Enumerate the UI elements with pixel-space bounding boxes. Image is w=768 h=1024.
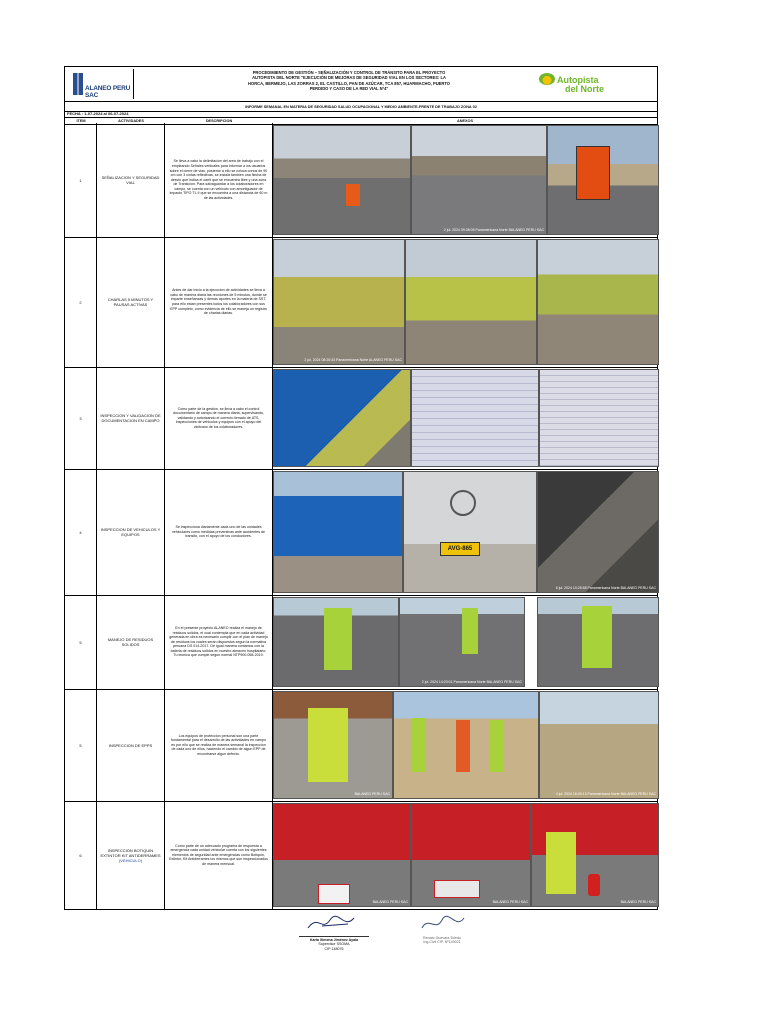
row-item: 2 bbox=[65, 237, 97, 367]
worker-figure bbox=[412, 718, 426, 772]
first-aid-kit-icon bbox=[318, 884, 350, 904]
table-row bbox=[65, 367, 657, 470]
annex-photo bbox=[273, 471, 403, 593]
row-activity: MANEJO DE RESIDUOS SOLIDOS bbox=[97, 595, 165, 689]
signature-scribble-icon bbox=[412, 914, 472, 934]
row-item: 4 bbox=[65, 469, 97, 595]
row-description: Se lleva a cabo la delimitacion del area de trabajo con el empleando Señales verticales para informar a los usuarios sobre el cierre de vias, posterior a ello se coloca conos de 90 cm con 3 cintas reflectivas, se instala tambien una flecha de desvio que indica el carril que se encuentra libre y una zona de Transicion. Para salvaguardar a los colaboradores en campo, se cuenta con un vehiculo con amortiguador de impacto TIPO TL II que se encuentra a una distancia de 60 m de las actividades. bbox=[165, 123, 273, 237]
annex-photo bbox=[537, 597, 659, 687]
worker-figure bbox=[456, 720, 470, 772]
photo-caption: 2 jul. 2024 09:38:05 Panamericana Norte BALANEO PERU SAC bbox=[443, 228, 544, 232]
alaneo-logo-text: ALANEO PERU SAC bbox=[85, 85, 131, 99]
col-actividades: ACTIVIDADES bbox=[118, 119, 144, 123]
annex-photo bbox=[273, 691, 393, 799]
report-header bbox=[65, 67, 657, 102]
title-line: PERDIDO Y CASO DE LA RED VIAL Nº4" bbox=[309, 86, 389, 92]
row-item: 3 bbox=[65, 367, 97, 469]
annex-document-photo bbox=[539, 369, 659, 467]
signature-role: Supervisor SSOMA bbox=[318, 942, 350, 947]
worker-figure bbox=[308, 708, 348, 782]
photo-caption: 2 jul. 2024 08:20:43 Panamericana Norte ALANEO PERU SAC bbox=[304, 358, 402, 362]
annex-photo bbox=[273, 125, 411, 235]
annex-photo bbox=[273, 597, 399, 687]
row-activity: INSPECCION DE VEHICULOS Y EQUIPOS bbox=[97, 469, 165, 595]
annex-photo bbox=[531, 803, 659, 907]
row-activity: CHARLAS 5 MINUTOS Y PAUSAS ACTIVAS bbox=[97, 237, 165, 367]
row-item: 5 bbox=[65, 595, 97, 689]
row-description: Antes de dar inicio a la ejecucion de actividades se lleva a cabo de manera diaria las reuniones de 5 minutos, donde se imparte enseñanzas y demas aportes en la materia de SST, para ello estan presentes todos los colaboradores con sus EPP completo, como evidencia de ello se maneja un registro de charlas diarias. bbox=[165, 237, 273, 367]
alaneo-mark-icon bbox=[73, 73, 83, 95]
row-activity: INSPECCION Y VALIDACION DE DOCUMENTACION EN CAMPO bbox=[97, 367, 165, 469]
row-description: Como parte de la gestion, se lleva a cabo el control documentario de campo de manera diaria, supervisando, validando y autorizando el correcto llenado de ATS, inspecciones de vehiculos y equipos con el apoyo del vicitcano de los colaboradores. bbox=[165, 367, 273, 469]
autopista-logo bbox=[535, 69, 657, 99]
annex-document-photo bbox=[411, 369, 539, 467]
title-line: PROCEDIMIENTO DE GESTIÓN – SEÑALIZACIÓN Y CONTROL DE TRÁNSITO PARA EL PROYECTO bbox=[252, 70, 446, 75]
row-activity-link[interactable]: (VEHICULO) bbox=[118, 857, 143, 863]
impact-truck-icon bbox=[576, 146, 610, 200]
worker-figure bbox=[490, 720, 504, 772]
row-annex bbox=[273, 801, 657, 909]
annex-photo bbox=[547, 125, 659, 235]
worker-figure bbox=[546, 832, 576, 894]
autopista-logo-text-2: del Norte bbox=[565, 84, 605, 94]
annex-photo bbox=[273, 803, 411, 907]
row-annex bbox=[273, 595, 657, 689]
table-row bbox=[65, 689, 657, 802]
title-line: HORCA, BERMEJO, LAS ZORRAS 2, EL CASTILLO, PAN DE AZÚCAR, TCA 857, HUARMACHO, PUERTO bbox=[248, 80, 450, 86]
row-annex bbox=[273, 689, 657, 801]
signature-name: Renato Guevara Toledo bbox=[423, 935, 461, 940]
row-annex bbox=[273, 469, 657, 595]
signature-cip: CIP 148076 bbox=[324, 946, 344, 951]
report-sheet bbox=[64, 66, 658, 910]
worker-figure bbox=[462, 608, 478, 654]
annex-photo bbox=[403, 471, 537, 593]
photo-caption: 4 jul. 2024 16:49:13 Panamericana Norte BALANEO PERU SAC bbox=[555, 792, 656, 796]
row-description: En el presente proyecto ALANEO realiza el manejo de residuos solidos, el cual contempla que en cada actividad generada en obra es necesario cumplir con el plan de manejo de residuos los cuales seran dispuestos segun la normativa peruana DS 014-2017. De igual manera contamos con la bateria de residuos solidos en nuestro almacen hospitalario. Tu tecnica que cumple segun normal NTP900.058-2019. bbox=[165, 595, 273, 689]
row-item: 6 bbox=[65, 801, 97, 909]
photo-caption: BALANEO PERU SAC bbox=[492, 900, 528, 904]
row-activity bbox=[97, 801, 165, 909]
row-description: Como parte de un adecuado programa de respuesta a emergencia cada unidad vehicular cuenta con los siguientes elementos de seguridad ante emergencias como Botiquin, Extintor, Kit Antiderrames los mismos que son inspeccionados de manera mensual. bbox=[165, 801, 273, 909]
photo-caption: BALANEO PERU SAC bbox=[372, 900, 408, 904]
license-plate: AVG-865 bbox=[440, 542, 480, 556]
annex-photo bbox=[393, 691, 539, 799]
signature-scribble-icon bbox=[304, 912, 364, 934]
annex-photo bbox=[537, 471, 659, 593]
row-annex bbox=[273, 123, 657, 237]
signature-name: Karla Ximena Jiménez Ayala bbox=[309, 937, 359, 942]
photo-caption: 6 jul. 2024 10:25:58 Panamericana Norte BALANEO PERU SAC bbox=[555, 586, 656, 590]
annex-photo bbox=[399, 597, 525, 687]
worker-figure bbox=[582, 606, 612, 668]
table-row bbox=[65, 237, 657, 368]
row-activity: SEÑALIZACION Y SEGURIDAD VIAL bbox=[97, 123, 165, 237]
photo-caption: BALANEO PERU SAC bbox=[354, 792, 390, 796]
photo-caption: 2 jul. 2024 14:20:01 Panamericana Norte BALANEO PERU SAC bbox=[421, 680, 522, 684]
signature-block-engineer bbox=[392, 914, 492, 945]
worker-figure bbox=[324, 608, 352, 670]
vw-logo-icon bbox=[450, 490, 476, 516]
spill-kit-icon bbox=[434, 880, 480, 898]
photo-caption: BALANEO PERU SAC bbox=[620, 900, 656, 904]
table-row bbox=[65, 595, 657, 690]
col-item: ITEM bbox=[76, 119, 86, 123]
warning-sign-icon bbox=[346, 184, 360, 206]
table-row bbox=[65, 469, 657, 596]
title-line: AUTOPISTA DEL NORTE "EJECUCIÓN DE MEJORAS DE SEGURIDAD VIAL EN LOS SECTORES: LA bbox=[252, 75, 446, 81]
annex-photo bbox=[273, 369, 411, 467]
table-row bbox=[65, 123, 657, 238]
autopista-logo-text-1: Autopista bbox=[557, 75, 599, 85]
row-activity: INSPECCION DE EPPS bbox=[97, 689, 165, 801]
row-item: 1 bbox=[65, 123, 97, 237]
row-annex bbox=[273, 237, 657, 367]
extinguisher-icon bbox=[588, 874, 600, 896]
report-title bbox=[135, 70, 563, 92]
row-description: Los equipos de proteccion personal son una parte fundamental para el desarrollo de las actividades en campo es por ello que se realiza de manera semanal la inspeccion de cada uno de ellos, haciendo el cambio de algun EPP de encontrarse algun defecto. bbox=[165, 689, 273, 801]
annex-photo bbox=[405, 239, 537, 365]
report-date: FECHA : 1-07-2024 al 06-07-2024 bbox=[67, 111, 129, 116]
col-descripcion: DESCRIPCION bbox=[205, 119, 233, 123]
annex-photo bbox=[539, 691, 659, 799]
row-activity-label: INSPECCION BOTIQUIN EXTINTOR KIT ANTIDERRAMES bbox=[100, 847, 161, 858]
alaneo-logo bbox=[67, 69, 134, 99]
row-item: 5 bbox=[65, 689, 97, 801]
col-anexos: ANEXOS bbox=[456, 119, 474, 123]
annex-photo bbox=[537, 239, 659, 365]
signature-block-supervisor bbox=[284, 912, 384, 951]
autopista-emblem-icon bbox=[539, 73, 555, 85]
report-subtitle: INFORME SEMANAL EN MATERIA DE SEGURIDAD SALUD OCUPACIONAL Y MEDIO AMBIENTE-FRENTE DE TRABAJO ZONA 02 bbox=[65, 103, 657, 112]
signature-role: Ing.Civil CIP. Nº149021 bbox=[423, 940, 461, 945]
annex-photo bbox=[273, 239, 405, 365]
annex-photo bbox=[411, 803, 531, 907]
annex-photo bbox=[411, 125, 547, 235]
row-description: Se inspecciona diariamente cada uno de las unidades vehiculares como medidas preventivas ante accidentes de transito, con el apoyo de los conductores. bbox=[165, 469, 273, 595]
row-annex bbox=[273, 367, 657, 469]
table-row bbox=[65, 801, 657, 909]
